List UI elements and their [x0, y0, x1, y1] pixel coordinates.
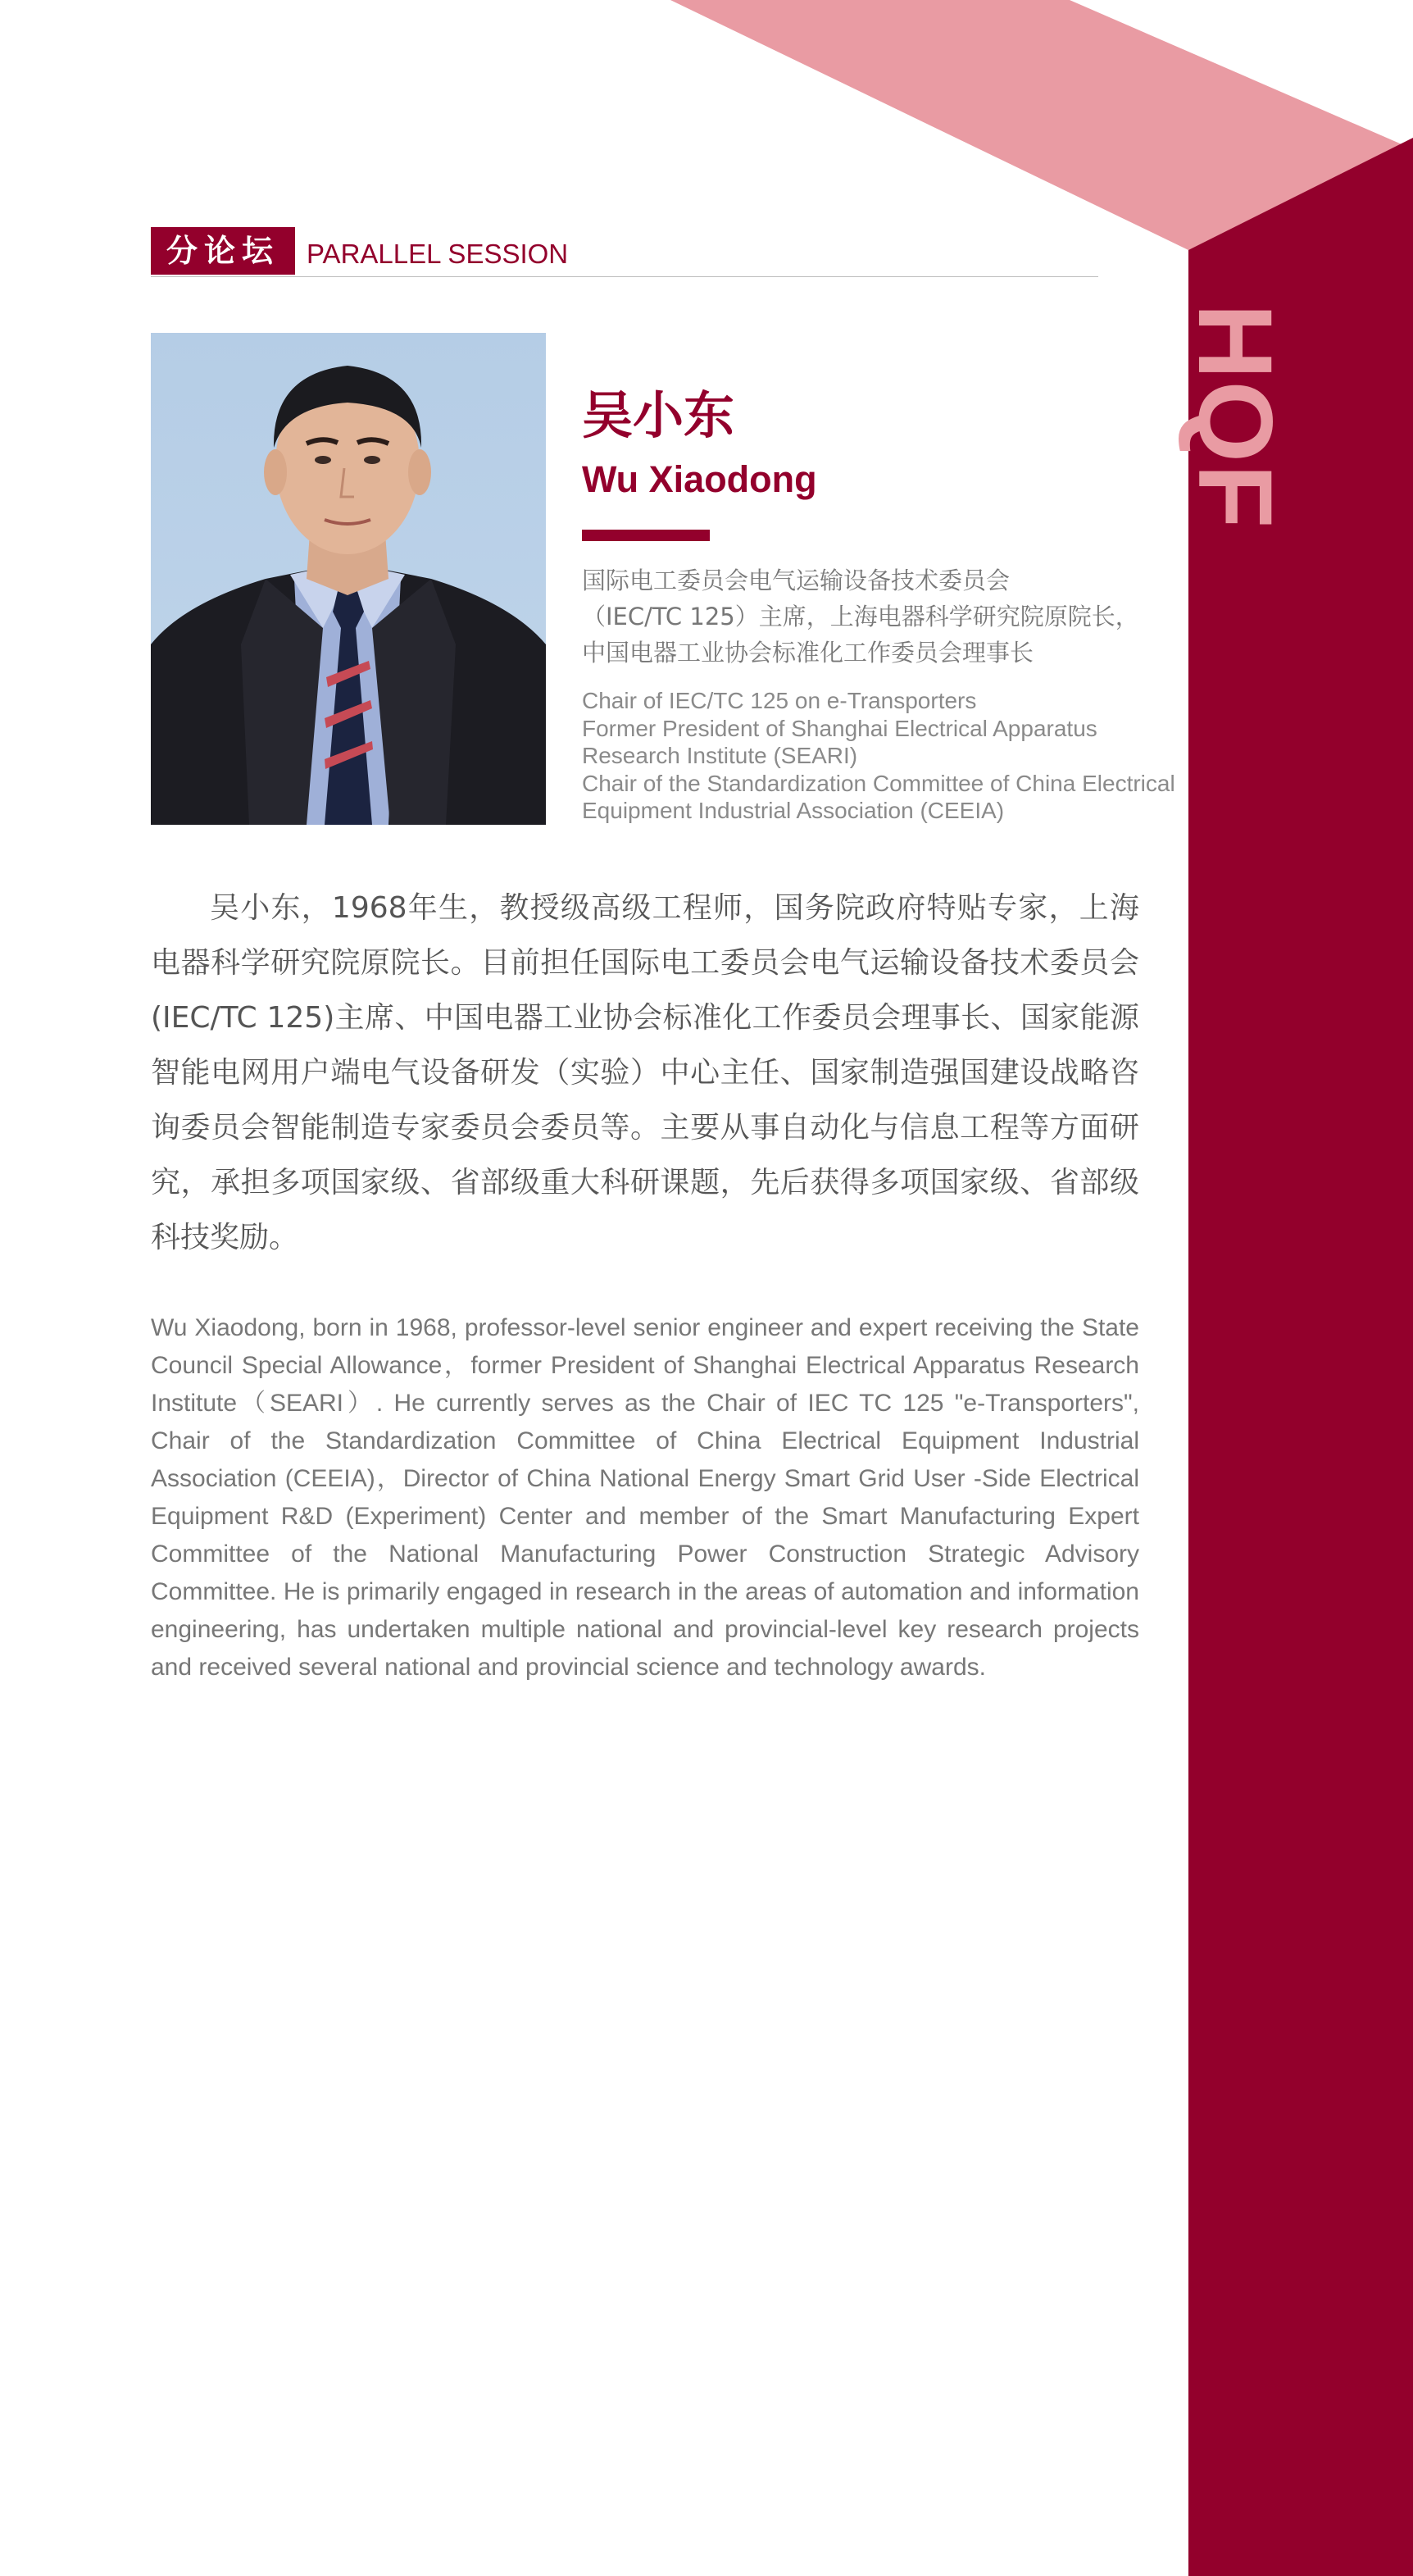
- title-en-line: Chair of IEC/TC 125 on e-Transporters: [582, 688, 977, 713]
- speaker-title-cn: [582, 562, 1172, 671]
- speaker-portrait: [151, 333, 546, 825]
- title-en-line: Former President of Shanghai Electrical Apparatus: [582, 715, 1097, 741]
- title-cn-line: （IEC/TC 125）主席，上海电器科学研究院原院长，: [582, 603, 1139, 630]
- speaker-name-cn: 吴小东: [582, 385, 735, 445]
- title-en-line: Equipment Industrial Association (CEEIA): [582, 798, 1005, 823]
- biography-en: Wu Xiaodong, born in 1968, professor-level senior engineer and expert receiving the State Council Special Allowance，former President of Shanghai Electrical Apparatus Research Institute（SEARI）. He currently serves as the Chair of IEC TC 125 "e-Transporters", Chair of the Standardization Committee of China Electrical Equipment Industrial Association (CEEIA)，Director of China National Energy Smart Grid User -Side Electrical Equipment R&D (Experiment) Center and member of the Smart Manufacturing Expert Committee of the National Manufacturing Power Construction Strategic Advisory Committee. He is primarily engaged in research in the areas of automation and information engineering, has undertaken multiple national and provincial-level key research projects and received several national and provincial science and technology awards.: [151, 1314, 1139, 1681]
- decorative-pink-band: [0, 0, 1413, 262]
- title-cn-line: 国际电工委员会电气运输设备技术委员会: [582, 567, 1011, 594]
- biography-cn: 吴小东，1968年生，教授级高级工程师，国务院政府特贴专家，上海电器科学研究院原院长。目前担任国际电工委员会电气运输设备技术委员会(IEC/TC 125)主席、中国电器工业协会标准化工作委员会理事长、国家能源智能电网用户端电气设备研发（实验）中心主任、国家制造强国建设战略咨询委员会智能制造专家委员会委员等。主要从事自动化与信息工程等方面研究，承担多项国家级、省部级重大科研课题，先后获得多项国家级、省部级科技奖励。: [151, 891, 1139, 1254]
- title-en-line: Chair of the Standardization Committee of China Electrical: [582, 770, 1175, 796]
- speaker-title-en: [582, 687, 1180, 825]
- session-header: [151, 227, 1098, 277]
- title-en-line: Research Institute (SEARI): [582, 743, 858, 768]
- speaker-name-en: Wu Xiaodong: [582, 458, 817, 500]
- name-underline-divider: [582, 530, 710, 541]
- session-label-en: PARALLEL SESSION: [307, 239, 569, 269]
- session-label-cn: 分论坛: [151, 227, 295, 275]
- portrait-illustration: [151, 333, 546, 825]
- brand-logo-text: HQF: [1176, 303, 1293, 530]
- title-cn-line: 中国电器工业协会标准化工作委员会理事长: [582, 639, 1034, 667]
